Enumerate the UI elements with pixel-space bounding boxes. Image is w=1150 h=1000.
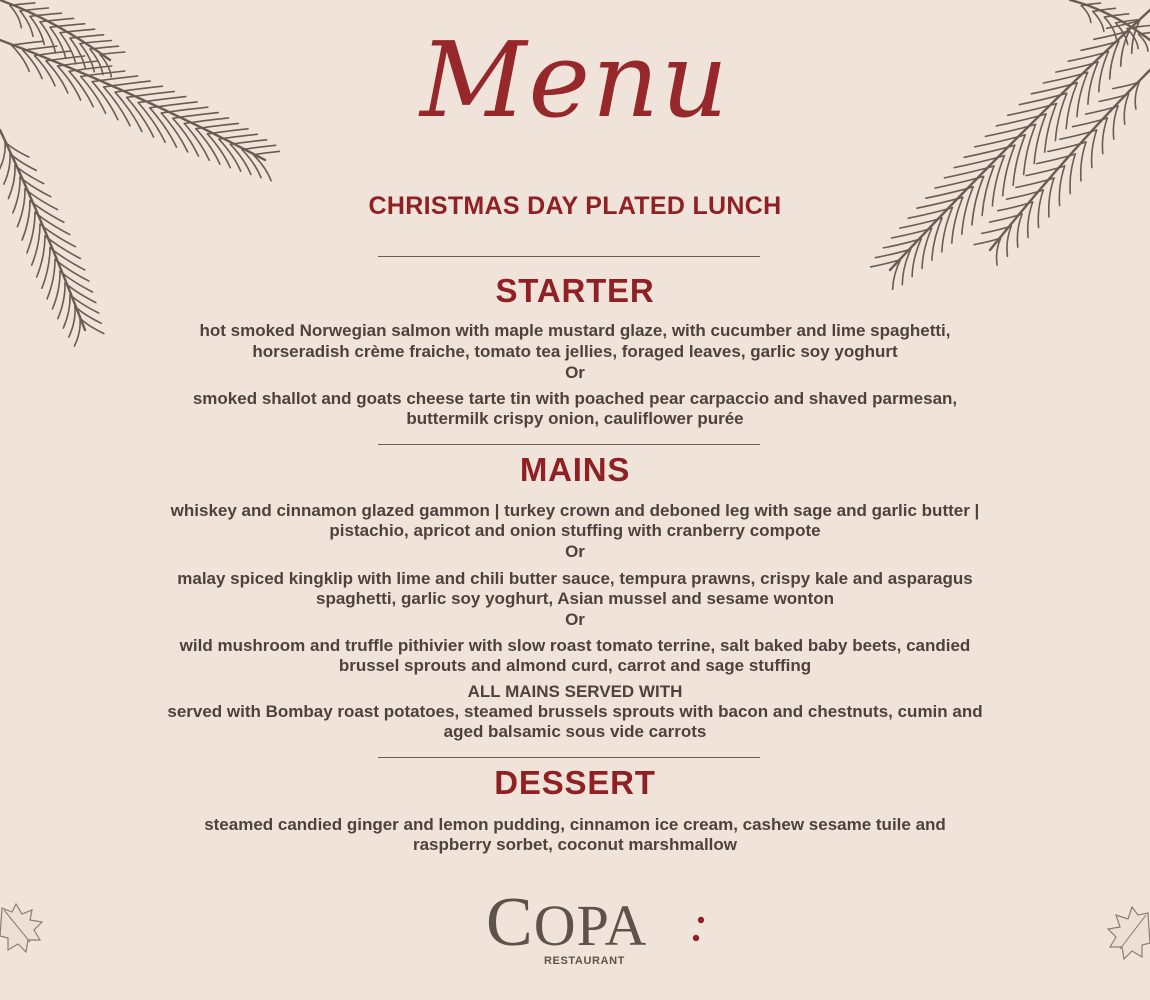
mains-option-2-line-2: spaghetti, garlic soy yoghurt, Asian mussel and sesame wonton bbox=[316, 589, 834, 608]
starter-option-1-line-1: hot smoked Norwegian salmon with maple mustard glaze, with cucumber and lime spaghetti, bbox=[199, 321, 951, 340]
logo-rest: OPA bbox=[533, 893, 648, 958]
divider bbox=[378, 444, 760, 445]
mains-or-2: Or bbox=[565, 610, 585, 629]
starter-or: Or bbox=[565, 363, 585, 382]
dessert-heading: DESSERT bbox=[494, 764, 656, 801]
holly-leaf-icon bbox=[1102, 905, 1150, 965]
logo-first-letter: C bbox=[486, 884, 534, 961]
mains-option-3-line-2: brussel sprouts and almond curd, carrot and sage stuffing bbox=[338, 656, 812, 675]
dessert-option-1-line-2: raspberry sorbet, coconut marshmallow bbox=[412, 835, 738, 854]
starter-option-1-line-2: horseradish crème fraiche, tomato tea jellies, foraged leaves, garlic soy yoghurt bbox=[252, 342, 898, 361]
dots-icon bbox=[688, 912, 708, 948]
mains-option-1-line-2: pistachio, apricot and onion stuffing with cranberry compote bbox=[329, 521, 821, 540]
menu-subtitle: CHRISTMAS DAY PLATED LUNCH bbox=[368, 192, 782, 220]
mains-served-heading: ALL MAINS SERVED WITH bbox=[467, 682, 683, 701]
starter-heading: STARTER bbox=[495, 272, 655, 309]
mains-or-1: Or bbox=[565, 542, 585, 561]
mains-option-3-line-1: wild mushroom and truffle pithivier with slow roast tomato terrine, salt baked baby beets, candied bbox=[179, 636, 971, 655]
divider bbox=[378, 757, 760, 758]
holly-leaf-icon bbox=[0, 900, 48, 960]
mains-option-1-line-1: whiskey and cinnamon glazed gammon | turkey crown and deboned leg with sage and garlic butter | bbox=[170, 501, 980, 520]
mains-option-2-line-1: malay spiced kingklip with lime and chili butter sauce, tempura prawns, crispy kale and asparagus bbox=[177, 569, 973, 588]
mains-served-line-2: aged balsamic sous vide carrots bbox=[443, 722, 707, 741]
starter-option-2-line-1: smoked shallot and goats cheese tarte tin with poached pear carpaccio and shaved parmesan, bbox=[192, 389, 958, 408]
logo-subtitle: RESTAURANT bbox=[544, 955, 625, 967]
mains-served-line-1: served with Bombay roast potatoes, steamed brussels sprouts with bacon and chestnuts, cumin and bbox=[167, 702, 983, 721]
dessert-option-1-line-1: steamed candied ginger and lemon pudding, cinnamon ice cream, cashew sesame tuile and bbox=[204, 815, 946, 834]
copa-logo bbox=[486, 884, 648, 972]
mains-heading: MAINS bbox=[519, 451, 631, 488]
menu-title: Menu bbox=[420, 19, 730, 141]
starter-option-2-line-2: buttermilk crispy onion, cauliflower purée bbox=[406, 409, 744, 428]
divider bbox=[378, 256, 760, 257]
